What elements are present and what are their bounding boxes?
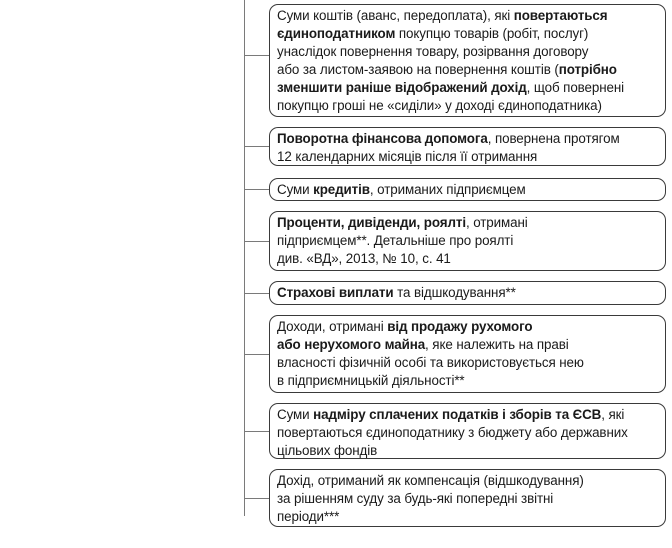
income-item-interest-dividends-royalties <box>269 211 666 271</box>
bold-text-run: Проценти, дивіденди, роялті <box>277 215 466 230</box>
income-item-returned-advances <box>269 4 666 117</box>
connector-line <box>244 55 269 56</box>
income-item-returnable-financial-aid <box>269 127 666 166</box>
connector-line <box>244 146 269 147</box>
text-run: , які повертаються єдиноподатнику з бюджету або державних цільових фондів <box>277 407 628 458</box>
bold-text-run: повертаються <box>513 8 608 23</box>
text-run: , щоб повернені покупцю гроші не «сиділи» у доході єдиноподатника) <box>277 80 625 113</box>
connector-line <box>244 498 269 499</box>
connector-line <box>244 293 269 294</box>
bold-text-run: Поворотна фінансова допомога <box>277 131 488 146</box>
income-item-insurance-payments <box>269 281 666 305</box>
income-item-court-compensation <box>269 469 666 527</box>
text-run: , повернена протягом 12 календарних місяців після її отримання <box>277 131 620 164</box>
bold-text-run: єдиноподатником <box>277 26 396 41</box>
connector-line <box>244 241 269 242</box>
text-run: , яке належить на праві власності фізичній особі та використовується нею в підприємницькій діяльності** <box>277 337 584 388</box>
bold-text-run: надміру сплачених податків і зборів та ЄСВ <box>313 407 602 422</box>
connector-line <box>244 189 269 190</box>
text-run: та відшкодування** <box>393 285 516 300</box>
bold-text-run: Страхові виплати <box>277 285 394 300</box>
income-item-overpaid-taxes <box>269 403 666 459</box>
text-run: покупцю товарів (робіт, послуг) унаслідок повернення товару, розірвання договору або за листом-заявою на повернення коштів ( <box>277 26 589 77</box>
connector-line <box>244 354 269 355</box>
text-run: Доходи, отримані <box>277 319 388 334</box>
bold-text-run: кредитів <box>313 182 370 197</box>
income-item-credits <box>269 178 666 201</box>
trunk-line <box>244 0 245 516</box>
bold-text-run: потрібно зменшити раніше відображений дохід <box>277 62 617 95</box>
text-run: Суми коштів (аванс, передоплата), які <box>277 8 514 23</box>
text-run: Суми <box>277 182 314 197</box>
text-run: Дохід, отриманий як компенсація (відшкодування) за рішенням суду за будь-які попередні звітні періоди*** <box>277 473 584 524</box>
income-item-property-sale <box>269 315 666 393</box>
text-run: Суми <box>277 407 314 422</box>
connector-line <box>244 431 269 432</box>
text-run: , отриманих підприємцем <box>369 182 526 197</box>
bold-text-run: від продажу рухомого або нерухомого майна <box>277 319 533 352</box>
text-run: , отримані підприємцем**. Детальніше про роялті див. «ВД», 2013, № 10, с. 41 <box>277 215 528 266</box>
